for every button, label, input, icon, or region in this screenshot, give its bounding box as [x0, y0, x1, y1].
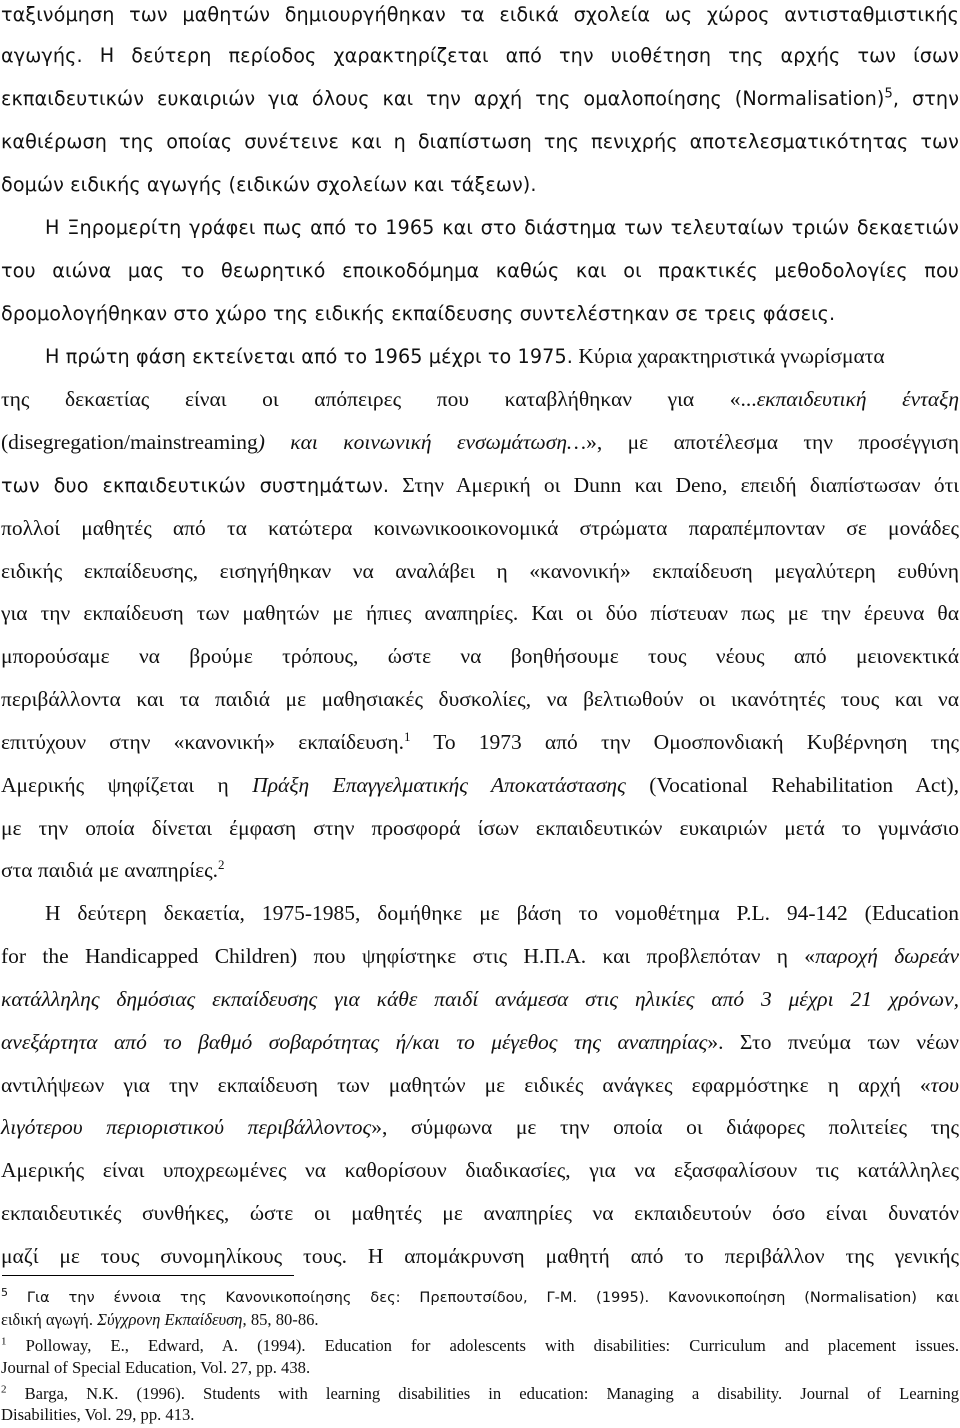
- paragraph-line: [1, 427, 959, 457]
- paragraph-line: πολλοί μαθητές από τα κατώτερα κοινωνικοοικονομικά στρώματα παραπέμπονταν σε μονάδες: [1, 516, 959, 540]
- paragraph-line: [1, 84, 959, 114]
- text-run: Κύρια χαρακτηριστικά γνωρίσματα: [572, 344, 885, 368]
- text-run: Αμερικής ψηφίζεται η: [1, 773, 253, 797]
- text-run: », με αποτέλεσμα την προσέγγιση: [586, 430, 959, 454]
- paragraph-line: αγωγής. Η δεύτερη περίοδος χαρακτηρίζεται από την υιοθέτηση της αρχής των ίσων: [1, 44, 959, 67]
- text-run: των δυο εκπαιδευτικών συστημάτων.: [1, 474, 390, 497]
- italic-run: ανεξάρτητα από το βαθμό σοβαρότητας ή/και το μέγεθος της αναπηρίας: [1, 1030, 708, 1054]
- text-run: (disegregation/mainstreaming: [1, 430, 258, 454]
- paragraph-line: [1, 727, 959, 757]
- footnote-ref: 1: [404, 728, 411, 744]
- text-run: Για την έννοια της Κανονικοποίησης δες: Πρεπουτσίδου, Γ-Μ. (1995). Κανονικοποίηση (Normalisation) και: [8, 1289, 959, 1306]
- paragraph-line: μπορούσαμε να βρούμε τρόπους, ώστε να βοηθήσουμε τους νέους από μειονεκτικά: [1, 644, 959, 668]
- paragraph-line: ταξινόμηση των μαθητών δημιουργήθηκαν τα ειδικά σχολεία ως χώρος αντισταθμιστικής: [1, 3, 959, 26]
- italic-run: ) και κοινωνική ενσωμάτωση…: [257, 430, 587, 454]
- text-run: εκπαιδευτικών ευκαιριών για όλους και την αρχή της ομαλοποίησης (Normalisation): [1, 87, 885, 110]
- paragraph-line: καθιέρωση της οποίας συνέτεινε και η διαπίστωση της πενιχρής αποτελεσματικότητας των: [1, 130, 959, 153]
- paragraph-line: [45, 341, 959, 372]
- paragraph-line: [1, 384, 959, 414]
- footnote-separator: [2, 1275, 294, 1276]
- paragraph-line: [1, 770, 959, 800]
- paragraph-line: με την οποία δίνεται έμφαση στην προσφορά ίσων εκπαιδευτικών ευκαιριών μετά το γυμνάσιο: [1, 816, 959, 840]
- paragraph-line: ειδικής εκπαίδευσης, εισηγήθηκαν να αναλάβει η «κανονική» εκπαίδευση μεγαλύτερη ευθύνη: [1, 559, 959, 583]
- paragraph-line: περιβάλλοντα και τα παιδιά με μαθησιακές δυσκολίες, να βελτιωθούν οι ικανότητές τους και να: [1, 687, 959, 711]
- paragraph-line: δομών ειδικής αγωγής (ειδικών σχολείων και τάξεων).: [1, 173, 537, 196]
- footnote-ref: 2: [218, 856, 225, 872]
- footnote-number: 5: [1, 1286, 8, 1300]
- footnote-number: 2: [1, 1383, 7, 1396]
- italic-run: Πράξη Επαγγελματικής Αποκατάστασης: [252, 773, 626, 797]
- footnote-number: 1: [1, 1335, 7, 1348]
- footnote-line: Journal of Special Education, Vol. 27, pp. 438.: [1, 1358, 311, 1377]
- footnote-line: [1, 1335, 959, 1357]
- text-run: Barga, N.K. (1996). Students with learning disabilities in education: Managing a disability. Journal of Learning: [6, 1384, 959, 1403]
- paragraph-line: δρομολογήθηκαν στο χώρο της ειδικής εκπαίδευσης συντελέστηκαν σε τρεις φάσεις.: [1, 302, 836, 325]
- text-run: for the Handicapped Children) που ψηφίστηκε στις Η.Π.Α. και προβλεπόταν η «: [1, 944, 816, 968]
- text-run: , στην: [892, 87, 960, 110]
- text-run: Polloway, E., Edward, A. (1994). Education for adolescents with disabilities: Curriculum and placement issues.: [6, 1336, 959, 1355]
- paragraph-line: του αιώνα μας το θεωρητικό εποικοδόμημα καθώς και οι πρακτικές μεθοδολογίες που: [1, 259, 959, 282]
- paragraph-line: για την εκπαίδευση των μαθητών με ήπιες αναπηρίες. Και οι δύο πίστευαν πως με την έρευνα θα: [1, 601, 959, 625]
- paragraph-line: μαζί με τους συνομηλίκους τους. Η απομάκρυνση μαθητή από το περιβάλλον της γενικής: [1, 1244, 959, 1268]
- paragraph-line: Η δεύτερη δεκαετία, 1975-1985, δομήθηκε με βάση το νομοθέτημα P.L. 94-142 (Education: [45, 901, 959, 925]
- italic-run: Σύγχρονη Εκπαίδευση: [97, 1310, 243, 1329]
- italic-run: εκπαιδευτική ένταξη: [756, 387, 959, 411]
- paragraph-line: [1, 1070, 959, 1100]
- italic-run: κατάλληλης δημόσιας εκπαίδευσης για κάθε παιδί ανάμεσα στις ηλικίες από 3 μέχρι 21 χρόνων,: [1, 987, 959, 1011]
- text-run: στα παιδιά με αναπηρίες.: [1, 858, 219, 882]
- text-run: ειδική αγωγή.: [1, 1310, 98, 1329]
- footnote-ref: 5: [884, 86, 893, 102]
- italic-run: παροχή δωρεάν: [815, 944, 959, 968]
- italic-run: λιγότερου περιοριστικού περιβάλλοντος: [1, 1115, 372, 1139]
- text-run: της δεκαετίας είναι οι απόπειρες που καταβλήθηκαν για «...: [1, 387, 757, 411]
- text-run: αντιλήψεων για την εκπαίδευση των μαθητών με ειδικές ανάγκες εφαρμόστηκε η αρχή «: [1, 1073, 931, 1097]
- footnote-line: [1, 1309, 959, 1331]
- footnote-line: [1, 1383, 959, 1405]
- paragraph-line: Αμερικής είναι υποχρεωμένες να καθορίσουν διαδικασίες, για να εξασφαλίσουν τις κατάλληλες: [1, 1158, 959, 1182]
- paragraph-line: [1, 1112, 959, 1142]
- footnote-line: [1, 1287, 959, 1309]
- text-run: (Vocational Rehabilitation Act),: [625, 773, 959, 797]
- paragraph-line: [1, 941, 959, 971]
- text-run: Στην Αμερική οι Dunn και Deno, επειδή διαπίστωσαν ότι: [389, 473, 959, 497]
- text-run: », σύμφωνα με την οποία οι διάφορες πολιτείες της: [371, 1115, 959, 1139]
- text-run: επιτύχουν στην «κανονική» εκπαίδευση.: [1, 730, 404, 754]
- paragraph-line: [1, 1027, 959, 1057]
- text-run: , 85, 80-86.: [242, 1310, 319, 1329]
- text-run: Η πρώτη φάση εκτείνεται από το 1965 μέχρι το 1975.: [45, 345, 573, 368]
- text-run: Το 1973 από την Ομοσπονδιακή Κυβέρνηση της: [410, 730, 960, 754]
- paragraph-line: [1, 855, 959, 885]
- italic-run: του: [930, 1073, 959, 1097]
- paragraph-line: [1, 984, 959, 1014]
- paragraph-line: Η Ξηρομερίτη γράφει πως από το 1965 και στο διάστημα των τελευταίων τριών δεκαετιών: [45, 216, 959, 239]
- paragraph-line: [1, 470, 959, 501]
- paragraph-line: εκπαιδευτικές συνθήκες, ώστε οι μαθητές με αναπηρίες να εκπαιδευτούν όσο είναι δυνατόν: [1, 1201, 959, 1225]
- text-run: ». Στο πνεύμα των νέων: [707, 1030, 959, 1054]
- footnote-line: Disabilities, Vol. 29, pp. 413.: [1, 1405, 195, 1424]
